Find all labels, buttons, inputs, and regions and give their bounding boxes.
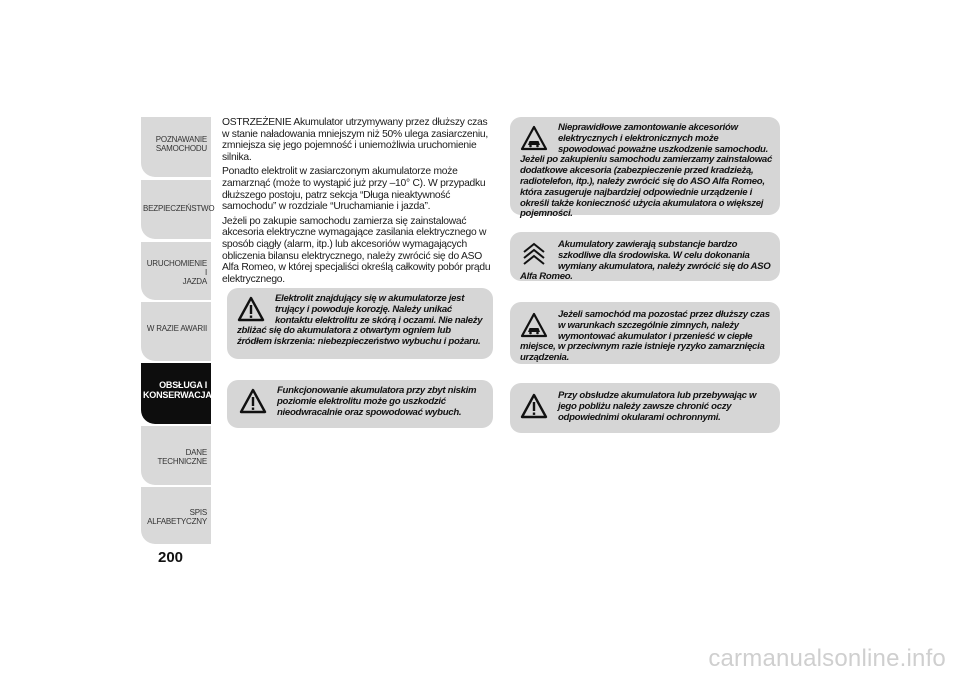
tab-label: SAMOCHODU — [155, 144, 207, 153]
page-number: 200 — [158, 549, 184, 566]
tab-label: W RAZIE AWARII — [146, 324, 207, 333]
warning-box-accessories — [510, 117, 780, 220]
paragraph: Ponadto elektrolit w zasiarczonym akumulatorze może zamarznąć (może to wystąpić już przy –10° C). W przypadku dłuższego postoju, patrz sekcja “Długa nieaktywność samochodu” w rozdziale “Uruchamianie i jazda”. — [222, 166, 486, 213]
warning-text: Nieprawidłowe zamontowanie akcesoriów elektrycznych i elektronicznych może spowodować poważne uszkodzenie samochodu. Jeżeli po zakupieniu samochodu zamierzamy zainstalować dodatkowe akcesoria (zabezpieczenie przed kradzieżą, radiotelefon, itp.), należy zwrócić się do ASO Alfa Romeo, która zasugeruje najbardziej odpowiednie urządzenie i określi także konieczność użycia akumulatora o większej pojemności. — [520, 122, 772, 220]
tab-spis-alfabetyczny[interactable] — [141, 487, 211, 544]
tab-bezpieczenstwo[interactable] — [141, 180, 215, 239]
warning-triangle-icon — [237, 296, 265, 322]
tab-label: BEZPIECZEŃSTWO — [143, 204, 215, 213]
car-warning-icon — [520, 125, 548, 151]
tab-uruchomienie-i-jazda[interactable] — [141, 242, 211, 300]
warning-box-electrolyte — [227, 288, 493, 359]
tab-label: DANE TECHNICZNE — [157, 448, 207, 466]
tab-poznawanie-samochodu[interactable] — [141, 117, 211, 177]
warning-triangle-icon — [239, 388, 267, 414]
tab-label: JAZDA — [182, 277, 207, 286]
tab-label: KONSERWACJA — [143, 390, 212, 400]
warning-box-cold — [510, 302, 780, 364]
tab-label: OBSŁUGA I — [159, 380, 207, 390]
tab-label: POZNAWANIE — [155, 135, 207, 144]
paragraph: Jeżeli po zakupie samochodu zamierza się zainstalować akcesoria elektryczne wymagające zasilania elektrycznego w sposób ciągły (alarm, itp.) lub akcesoriów wymagających obliczenia bilansu elektrycznego, należy zwrócić się do ASO Alfa Romeo, w której specjaliści określą całkowity pobór prądu elektrycznego. — [222, 215, 491, 285]
warning-text: Funkcjonowanie akumulatora przy zbyt niskim poziomie elektrolitu może go uszkodzić nieodwracalnie oraz spowodować wybuch. — [277, 385, 477, 418]
tab-label: URUCHOMIENIE I — [146, 259, 207, 277]
environment-icon — [520, 242, 548, 268]
car-warning-icon — [520, 312, 548, 338]
tab-w-razie-awarii[interactable] — [141, 302, 211, 361]
warning-box-eye-protection — [510, 383, 780, 433]
left-column-text — [222, 117, 494, 288]
warning-triangle-icon — [520, 393, 548, 419]
warning-text: Akumulatory zawierają substancje bardzo szkodliwe dla środowiska. W celu dokonania wymiany akumulatora, należy zwrócić się do ASO Alfa Romeo. — [520, 239, 771, 283]
warning-box-low-electrolyte — [227, 380, 493, 428]
warning-text: Przy obsłudze akumulatora lub przebywając w jego pobliżu należy zawsze chronić oczy odpowiednimi okularami ochronnymi. — [558, 390, 757, 423]
tab-dane-techniczne[interactable] — [141, 426, 211, 485]
warning-box-environment — [510, 232, 780, 281]
paragraph: OSTRZEŻENIE Akumulator utrzymywany przez dłuższy czas w stanie naładowania mniejszym niż 50% ulega zasiarczeniu, zmniejsza się jego pojemność i uniemożliwia uruchomienie silnika. — [222, 117, 488, 163]
watermark: carmanualsonline.info — [708, 645, 946, 672]
warning-text: Jeżeli samochód ma pozostać przez dłuższy czas w warunkach szczególnie zimnych, należy wymontować akumulator i przenieść w ciepłe miejsce, w przeciwnym razie istnieje ryzyko zamarznięcia urządzenia. — [520, 309, 770, 364]
tab-obsluga-i-konserwacja[interactable] — [141, 363, 211, 424]
warning-text: Elektrolit znajdujący się w akumulatorze jest trujący i powoduje korozję. Należy unikać kontaktu elektrolitu ze skórą i oczami. Nie należy zbliżać się do akumulatora z otwartym ogniem lub źródłem iskrzenia: niebezpieczeństwo wybuchu i pożaru. — [237, 293, 483, 348]
tab-label: SPIS ALFABETYCZNY — [147, 508, 207, 526]
